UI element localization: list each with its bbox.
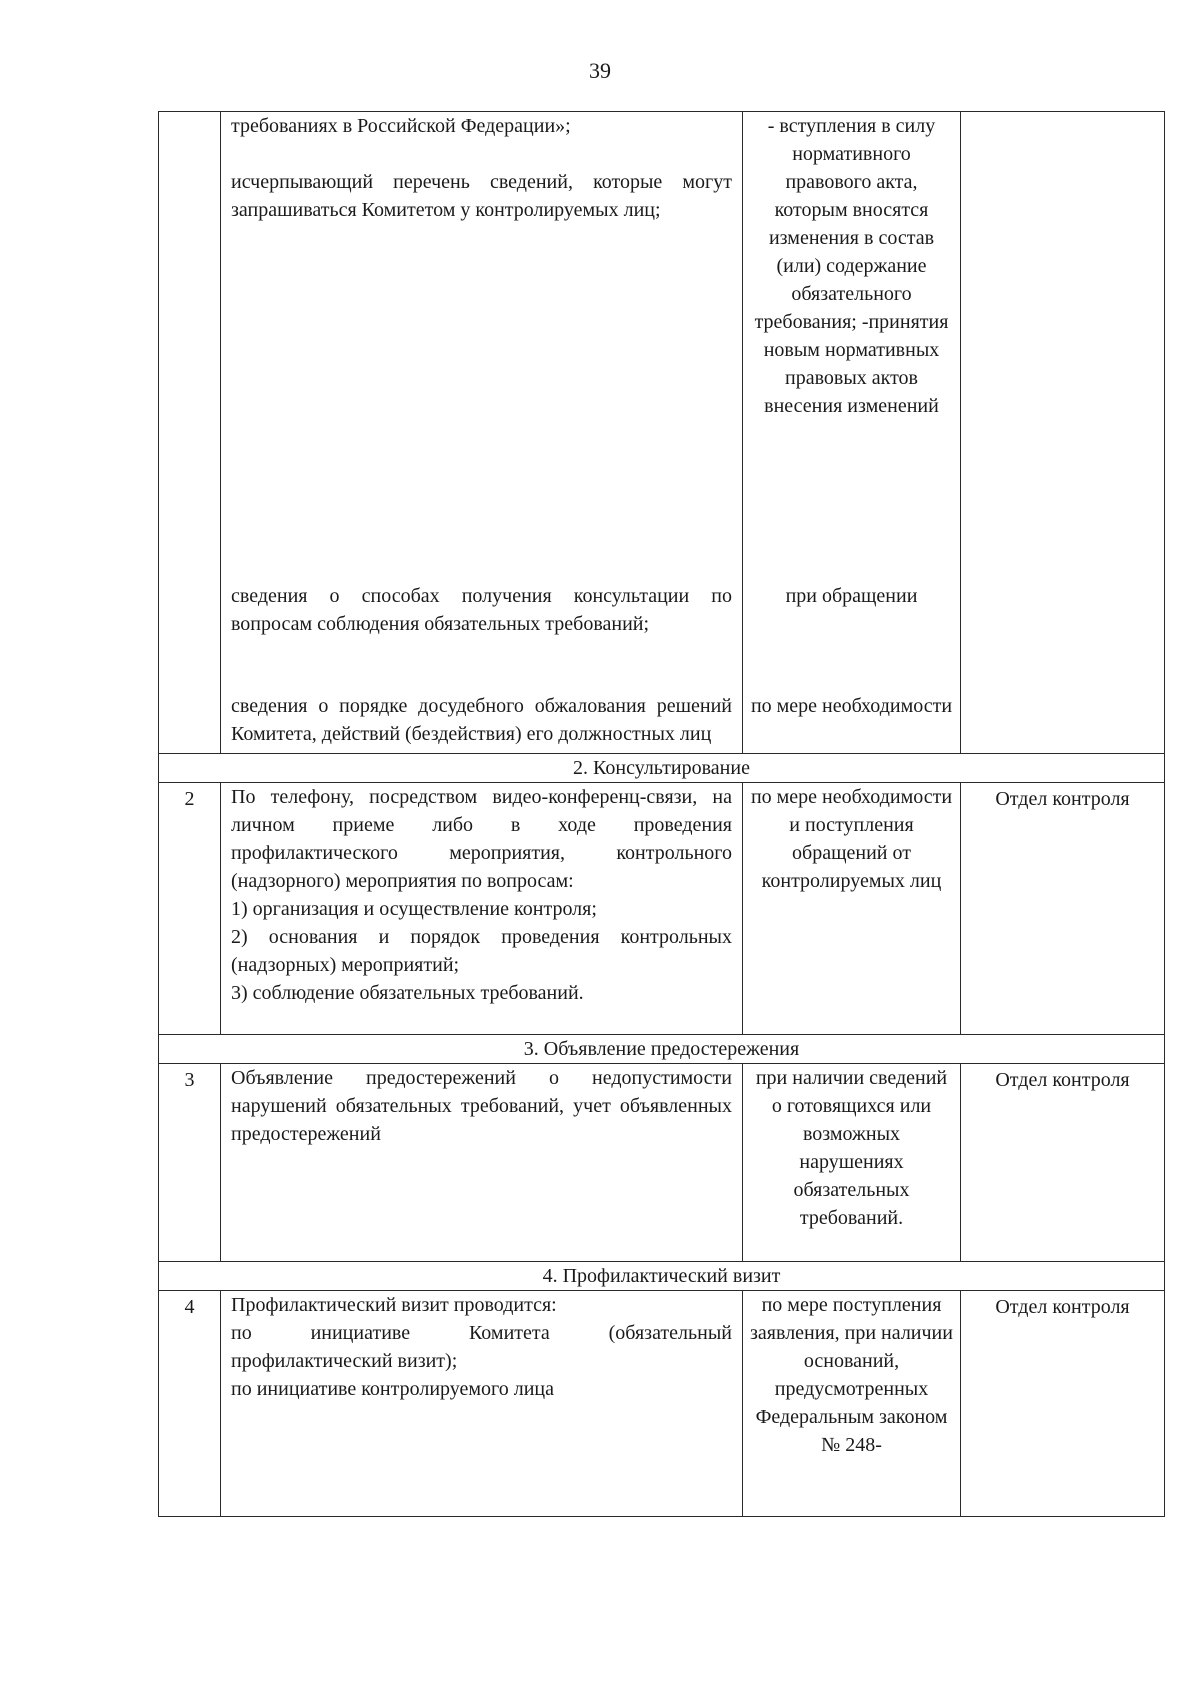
- term-text: при наличии сведений о готовящихся или возможных нарушениях обязательных требований.: [755, 1067, 948, 1229]
- term-text: по мере необходимости и поступления обращений от контролируемых лиц: [750, 786, 953, 892]
- term-cell: [743, 1291, 961, 1517]
- term-as-needed: по мере необходимости: [750, 695, 953, 717]
- table-row-continuation: [159, 112, 1165, 754]
- section-header-prevention-visit: [159, 1262, 1165, 1291]
- row-number-cell: [159, 112, 221, 754]
- description-cell: [221, 783, 743, 1035]
- section-header-warning: [159, 1035, 1165, 1064]
- info-item-consultation-ways: сведения о способах получения консультации по вопросам соблюдения обязательных требований;: [231, 585, 732, 635]
- section-title: 3. Объявление предостережения: [159, 1035, 1165, 1064]
- description-intro: По телефону, посредством видео-конференц-связи, на личном приеме либо в ходе проведения профилактического мероприятия, контрольного (надзорного) мероприятия по вопросам:: [231, 786, 732, 892]
- responsible-cell: [961, 1291, 1165, 1517]
- responsible-cell: [961, 1064, 1165, 1262]
- responsible-text: Отдел контроля: [995, 1296, 1130, 1318]
- info-item-requirements-tail: требованиях в Российской Федерации»;: [231, 115, 571, 137]
- description-intro: Профилактический визит проводится:: [231, 1294, 557, 1316]
- description-item-2: по инициативе контролируемого лица: [231, 1378, 555, 1400]
- row-number-cell: [159, 1064, 221, 1262]
- section-title: 4. Профилактический визит: [159, 1262, 1165, 1291]
- row-number: 2: [184, 788, 195, 810]
- description-item-3: 3) соблюдение обязательных требований.: [231, 982, 584, 1004]
- table-row-prevention-visit: [159, 1291, 1165, 1517]
- description-item-2: 2) основания и порядок проведения контрольных (надзорных) мероприятий;: [231, 926, 732, 976]
- activities-table: [158, 111, 1165, 1517]
- section-title: 2. Консультирование: [159, 754, 1165, 783]
- info-item-requested-data: исчерпывающий перечень сведений, которые могут запрашиваться Комитетом у контролируемых лиц;: [231, 171, 732, 221]
- table-row-warning: [159, 1064, 1165, 1262]
- description-item-1: 1) организация и осуществление контроля;: [231, 898, 597, 920]
- description-cell: [221, 1064, 743, 1262]
- term-requirements-change: - вступления в силу нормативного правового акта, которым вносятся изменения в состав (или) содержание обязательного требования; -принятия новым нормативных правовых актов внесения изменений: [754, 115, 949, 417]
- row-number: 4: [184, 1296, 195, 1318]
- term-cell: [743, 783, 961, 1035]
- row-number-cell: [159, 1291, 221, 1517]
- row-number-cell: [159, 783, 221, 1035]
- section-header-consulting: [159, 754, 1165, 783]
- description-cell: [221, 112, 743, 754]
- table-row-consulting: [159, 783, 1165, 1035]
- responsible-cell: [961, 112, 1165, 754]
- info-item-appeal-procedure: сведения о порядке досудебного обжалования решений Комитета, действий (бездействия) его должностных лиц: [231, 695, 732, 745]
- term-on-request: при обращении: [785, 585, 918, 607]
- term-cell: [743, 112, 961, 754]
- row-number: 3: [184, 1069, 195, 1091]
- description-cell: [221, 1291, 743, 1517]
- term-text: по мере поступления заявления, при наличии оснований, предусмотренных Федеральным законом № 248-: [750, 1294, 953, 1456]
- responsible-text: Отдел контроля: [995, 1069, 1130, 1091]
- description-text: Объявление предостережений о недопустимости нарушений обязательных требований, учет объявленных предостережений: [231, 1067, 732, 1145]
- responsible-text: Отдел контроля: [995, 788, 1130, 810]
- responsible-cell: [961, 783, 1165, 1035]
- description-item-1: по инициативе Комитета (обязательный профилактический визит);: [231, 1322, 732, 1372]
- term-cell: [743, 1064, 961, 1262]
- page-number: 39: [589, 58, 611, 83]
